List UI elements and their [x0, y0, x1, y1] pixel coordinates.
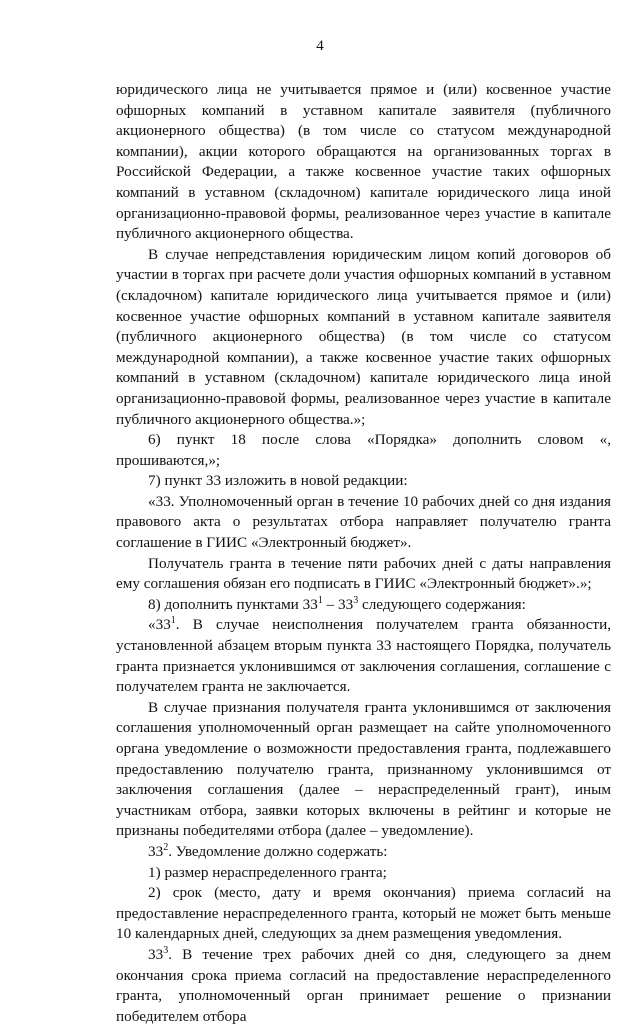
document-body	[116, 80, 611, 1027]
paragraph-item-6: 6) пункт 18 после слова «Порядка» дополнить словом «, прошиваются,»;	[116, 431, 611, 469]
paragraph-list-item-2: 2) срок (место, дату и время окончания) приема согласий на предоставление нераспределенного гранта, который не может быть меньше 10 календарных дней, следующих за днем размещения уведомления.	[116, 884, 611, 943]
paragraph-clause-33-2: $33^2$. Уведомление должно содержать:	[148, 841, 388, 860]
paragraph-item-8: 8) дополнить пунктами $33^1 - 33^3$ следующего содержания:	[148, 594, 526, 613]
paragraph-undistributed-grant: В случае признания получателя гранта уклонившимся от заключения соглашения уполномоченный орган размещает на сайте уполномоченного органа уведомление о возможности предоставления гранта, подлежавшего предоставлению получателю гранта, признанному уклонившимся от заключения соглашения (далее – нераспределенный грант), иным участникам отбора, заявки которых включены в рейтинг и которые не признаны победителями отбора (далее – уведомление).	[116, 698, 611, 840]
paragraph-signing-deadline: Получатель гранта в течение пяти рабочих дней с даты направления ему соглашения обязан его подписать в ГИИС «Электронный бюджет».»;	[116, 554, 611, 593]
paragraph-item-7: 7) пункт 33 изложить в новой редакции:	[148, 472, 408, 490]
paragraph-list-item-1: 1) размер нераспределенного гранта;	[148, 863, 387, 881]
paragraph-clause-33: «33. Уполномоченный орган в течение 10 рабочих дней со дня издания правового акта о результатах отбора направляет получателю гранта соглашение в ГИИС «Электронный бюджет».	[116, 492, 611, 552]
page-number: 4	[316, 38, 324, 54]
paragraph-clause-33-3: $33^3$. В течение трех рабочих дней со дня, следующего за днем окончания срока приема согласий на предоставление нераспределенного гранта, уполномоченный орган принимает решение о признании победителем отбора	[116, 944, 611, 1025]
paragraph-non-submission: В случае непредставления юридическим лицом копий договоров об участии в торгах при расчете доли участия офшорных компаний в уставном (складочном) капитале юридического лица учитывается прямое и (или) косвенное участие офшорных компаний в уставном капитале заявителя (публичного акционерного общества) (в том числе со статусом международной компании), а также косвенное участие таких офшорных компаний в уставном (складочном) капитале юридического лица иной организационно-правовой формы, реализованное через участие в капитале публичного акционерного общества.»;	[116, 245, 611, 428]
paragraph-clause-33-1: «$33^1$. В случае неисполнения получателем гранта обязанности, установленной абзацем вторым пункта 33 настоящего Порядка, получатель гранта признается уклонившимся от заключения соглашения, соглашение с получателем гранта не заключается.	[116, 615, 611, 696]
paragraph-offshore-participation: юридического лица не учитывается прямое и (или) косвенное участие офшорных компаний в уставном капитале заявителя (публичного акционерного общества) (в том числе со статусом международной компании), акции которого обращаются на организованных торгах в Российской Федерации, а также косвенное участие таких офшорных компаний в уставном (складочном) капитале юридического лица иной организационно-правовой формы, реализованное через участие в капитале публичного акционерного общества.	[116, 81, 611, 243]
